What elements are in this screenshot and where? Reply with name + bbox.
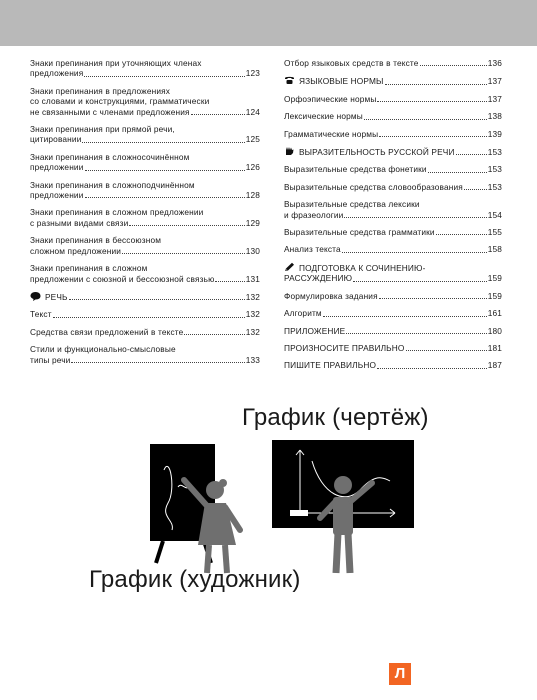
toc-entry <box>284 182 502 192</box>
dot-leader <box>184 334 244 335</box>
page-number: 181 <box>487 342 502 353</box>
top-gray-bar <box>0 0 537 46</box>
toc-entry-title-line: со словами и конструкциями, грамматически <box>30 96 210 107</box>
toc-entry-title-line: и фразеологии <box>284 209 344 220</box>
toc-entry-title-line: Знаки препинания в сложном предложении <box>30 207 204 218</box>
toc-entry-title-line: Анализ текста <box>284 244 341 255</box>
telephone-icon <box>284 75 299 86</box>
dot-leader <box>379 298 487 299</box>
toc-entry-title-line: с разными видами связи <box>30 217 129 228</box>
toc-entry-title-line: ВЫРАЗИТЕЛЬНОСТЬ РУССКОЙ РЕЧИ <box>299 147 455 158</box>
toc-entry <box>30 86 260 117</box>
dot-leader <box>456 154 487 155</box>
toc-entry-title-line: цитировании <box>30 134 82 145</box>
dot-leader <box>69 299 245 300</box>
toc-entry <box>284 58 502 68</box>
toc-entry <box>284 164 502 174</box>
toc-entry-title-line: Знаки препинания в предложениях <box>30 85 171 96</box>
dot-leader <box>344 217 486 218</box>
toc-entry-title-line: сложном предложении <box>30 245 122 256</box>
page-number: 123 <box>245 68 260 79</box>
toc-entry-title-line: Текст <box>30 309 52 320</box>
toc-entry-title-line: Стили и функционально-смысловые <box>30 344 176 355</box>
page-number: 130 <box>245 245 260 256</box>
page-number: 126 <box>245 162 260 173</box>
toc-entry <box>284 75 502 86</box>
toc-entry-title-line: Знаки препинания в бессоюзном <box>30 235 162 246</box>
dot-leader <box>428 172 487 173</box>
toc-entry <box>30 263 260 284</box>
dot-leader <box>191 114 245 115</box>
dot-leader <box>346 333 486 334</box>
pencil-icon <box>284 262 299 273</box>
page-number: 153 <box>487 147 502 158</box>
dot-leader <box>420 65 487 66</box>
toc-entry <box>284 244 502 254</box>
dot-leader <box>82 142 244 143</box>
toc-entry <box>284 308 502 318</box>
dot-leader <box>364 119 487 120</box>
toc-entry-title-line: ЯЗЫКОВЫЕ НОРМЫ <box>299 76 384 87</box>
page-number: 161 <box>487 308 502 319</box>
toc-entry <box>284 111 502 121</box>
toc-entry-title-line: Грамматические нормы <box>284 128 379 139</box>
page-number: 138 <box>487 111 502 122</box>
toc-entry-title-line <box>284 262 502 273</box>
toc-entry <box>284 291 502 301</box>
toc-entry-title-line: РЕЧЬ <box>45 291 68 302</box>
toc-entry-title-line: Знаки препинания в сложноподчинённом <box>30 179 195 190</box>
page-number: 128 <box>245 190 260 201</box>
toc-entry <box>30 58 260 79</box>
toc-right-column <box>284 58 502 378</box>
dot-leader <box>377 368 487 369</box>
toc-entry <box>30 327 260 337</box>
dot-leader <box>406 350 487 351</box>
toc-entry <box>30 291 260 302</box>
toc-entry <box>284 360 502 370</box>
toc-entry-title-line: предложении с союзной и бессоюзной связью <box>30 273 215 284</box>
page-number: 132 <box>245 326 260 337</box>
toc-entry-title-line: ПИШИТЕ ПРАВИЛЬНО <box>284 360 377 371</box>
toc-entry <box>30 309 260 319</box>
toc-entry-title-line: Орфоэпические нормы <box>284 93 377 104</box>
dot-leader <box>53 317 245 318</box>
toc-entry-title-line: Знаки препинания при прямой речи, <box>30 124 175 135</box>
hand-icon <box>284 146 299 157</box>
toc-entry-title-line: ПОДГОТОВКА К СОЧИНЕНИЮ- <box>299 262 426 273</box>
page-number: 153 <box>487 164 502 175</box>
page-number: 153 <box>487 181 502 192</box>
toc-entry <box>284 146 502 157</box>
toc-entry-title-line: Средства связи предложений в тексте <box>30 326 184 337</box>
toc-entry-title-line: РАССУЖДЕНИЮ <box>284 273 353 284</box>
toc-entry-title-line: Отбор языковых средств в тексте <box>284 58 419 68</box>
toc-entry-title-line: предложении <box>30 190 84 201</box>
dot-leader <box>84 76 244 77</box>
dot-leader <box>342 252 487 253</box>
dot-leader <box>464 189 487 190</box>
toc-entry-title-line: Выразительные средства фонетики <box>284 164 427 175</box>
page-number: 154 <box>487 209 502 220</box>
dot-leader <box>323 316 487 317</box>
toc-entry <box>30 207 260 228</box>
dot-leader <box>377 101 486 102</box>
dot-leader <box>85 170 245 171</box>
toc-entry-title-line: предложения <box>30 68 84 79</box>
toc-entry-title-line: Формулировка задания <box>284 290 378 301</box>
toc-left-column <box>30 58 260 372</box>
toc-entry-title-line: Знаки препинания в сложносочинённом <box>30 151 190 162</box>
page-number: 133 <box>245 354 260 365</box>
page-number: 136 <box>487 58 502 68</box>
dot-leader <box>379 136 486 137</box>
page-number: 180 <box>487 325 502 336</box>
page-number: 124 <box>245 106 260 117</box>
speech-bubble-icon <box>30 291 45 302</box>
toc-entry <box>284 326 502 336</box>
toc-entry <box>30 344 260 365</box>
dot-leader <box>71 362 244 363</box>
toc-entry-title-line: ПРИЛОЖЕНИЕ <box>284 325 346 336</box>
dot-leader <box>385 84 487 85</box>
toc-entry-title-line: предложении <box>30 162 84 173</box>
toc-entry <box>284 227 502 237</box>
dot-leader <box>215 281 244 282</box>
toc-entry <box>30 152 260 173</box>
page-number: 155 <box>487 227 502 238</box>
toc-entry <box>30 124 260 145</box>
toc-entry-title-line: Выразительные средства грамматики <box>284 227 435 238</box>
page-number: 137 <box>487 76 502 87</box>
toc-entry <box>30 180 260 201</box>
page-number: 159 <box>487 290 502 301</box>
toc-entry <box>284 199 502 220</box>
toc-entry-title-line: Выразительные средства лексики <box>284 199 420 210</box>
page-number: 137 <box>487 93 502 104</box>
page-number: 187 <box>487 360 502 371</box>
caption-drawing-graph: График (чертёж) <box>242 404 429 431</box>
toc-entry-title-line: Выразительные средства словообразования <box>284 181 463 192</box>
dot-leader <box>436 234 487 235</box>
publisher-logo: Л <box>389 663 411 685</box>
dot-leader <box>129 225 244 226</box>
page-number: 132 <box>245 309 260 320</box>
page-number: 125 <box>245 134 260 145</box>
toc-entry <box>284 343 502 353</box>
toc-entry-title-line: Знаки препинания в сложном <box>30 263 148 274</box>
page-number: 158 <box>487 244 502 255</box>
dot-leader <box>122 253 245 254</box>
dot-leader <box>85 197 245 198</box>
toc-entry <box>284 262 502 284</box>
toc-entry-title-line: ПРОИЗНОСИТЕ ПРАВИЛЬНО <box>284 342 405 353</box>
page-number: 129 <box>245 217 260 228</box>
page-number: 131 <box>245 273 260 284</box>
dot-leader <box>353 281 487 282</box>
page-number: 139 <box>487 128 502 139</box>
toc-entry <box>284 129 502 139</box>
toc-entry-title-line: не связанными с членами предложения <box>30 106 190 117</box>
caption-artist-graph: График (художник) <box>89 566 301 593</box>
page-number: 132 <box>245 291 260 302</box>
page-number: 159 <box>487 273 502 284</box>
toc-entry <box>284 94 502 104</box>
toc-entry <box>30 235 260 256</box>
toc-entry-title-line: типы речи <box>30 354 71 365</box>
toc-entry-title-line: Алгоритм <box>284 308 322 319</box>
toc-entry-title-line: Знаки препинания при уточняющих членах <box>30 58 202 68</box>
toc-entry-title-line: Лексические нормы <box>284 111 363 122</box>
